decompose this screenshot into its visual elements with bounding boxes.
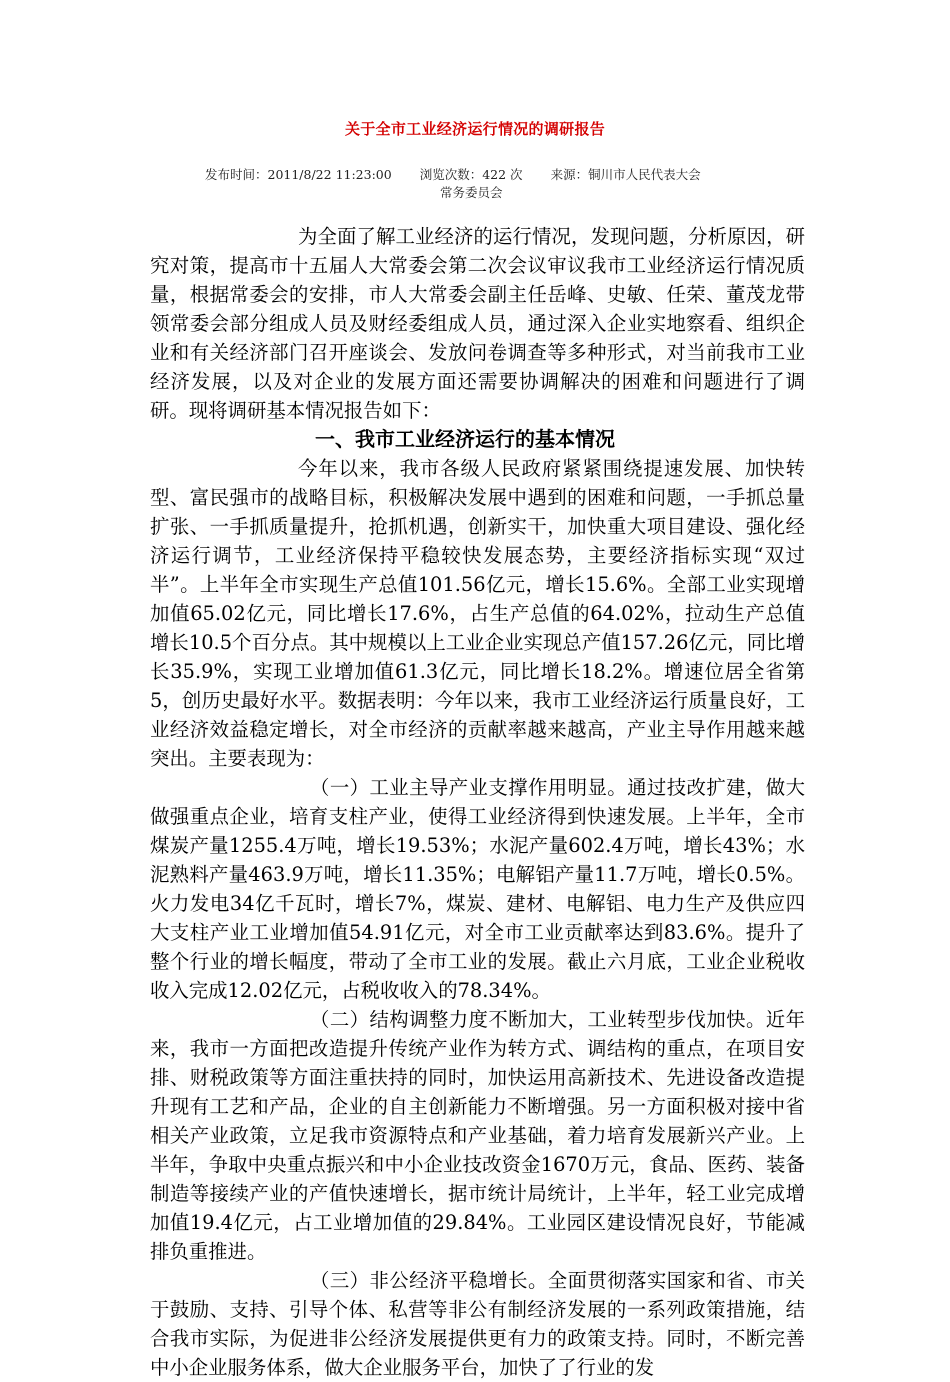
section-heading: 一、我市工业经济运行的基本情况 [315,427,615,451]
source: 来源：铜川市人民代表大会 [550,167,701,182]
article-meta [205,166,765,202]
view-count: 浏览次数：422 次 [419,167,523,182]
paragraph-structure-adjustment: （二）结构调整力度不断加大，工业转型步伐加快。近年来，我市一方面把改造提升传统产业作为转方式、调结构的重点，在项目安排、财税政策等方面注重扶持的同时，加快运用高新技术、先进设备改造提升现有工艺和产品，企业的自主创新能力不断增强。另一方面积极对接中省相关产业政策，立足我市资源特点和产业基础，着力培育发展新兴产业。上半年，争取中央重点振兴和中小企业技改资金1670万元，食品、医药、装备制造等接续产业的产值快速增长，据市统计局统计，上半年，轻工业完成增加值19.4亿元，占工业增加值的29.84%。工业园区建设情况良好，节能减排负重推进。 [150,1008,805,1263]
paragraph-overview: 今年以来，我市各级人民政府紧紧围绕提速发展、加快转型、富民强市的战略目标，积极解决发展中遇到的困难和问题，一手抓总量扩张、一手抓质量提升，抢抓机遇，创新实干，加快重大项目建设、强化经济运行调节，工业经济保持平稳较快发展态势，主要经济指标实现“双过半”。上半年全市实现生产总值101.56亿元，增长15.6%。全部工业实现增加值65.02亿元，同比增长17.6%，占生产总值的64.02%，拉动生产总值增长10.5个百分点。其中规模以上工业企业实现总产值157.26亿元，同比增长35.9%，实现工业增加值61.3亿元，同比增长18.2%。增速位居全省第5，创历史最好水平。数据表明：今年以来，我市工业经济运行质量良好，工业经济效益稳定增长，对全市经济的贡献率越来越高，产业主导作用越来越突出。主要表现为： [150,457,805,770]
article-body [150,222,805,1382]
paragraph-industry-support: （一）工业主导产业支撑作用明显。通过技改扩建，做大做强重点企业，培育支柱产业，使得工业经济得到快速发展。上半年，全市煤炭产量1255.4万吨，增长19.53%；水泥产量602.4万吨，增长43%；水泥熟料产量463.9万吨，增长11.35%；电解铝产量11.7万吨，增长0.5%。火力发电34亿千瓦时，增长7%，煤炭、建材、电解铝、电力生产及供应四大支柱产业工业增加值54.91亿元，对全市工业贡献率达到83.6%。提升了整个行业的增长幅度，带动了全市工业的发展。截止六月底，工业企业税收收入完成12.02亿元，占税收收入的78.34%。 [150,776,805,1002]
source-continued: 常务委员会 [440,185,503,200]
paragraph-non-public-economy: （三）非公经济平稳增长。全面贯彻落实国家和省、市关于鼓励、支持、引导个体、私营等非公有制经济发展的一系列政策措施，结合我市实际，为促进非公经济发展提供更有力的政策支持。同时，不断完善中小企业服务体系，做大企业服务平台，加快了了行业的发 [150,1269,805,1379]
article-title: 关于全市工业经济运行情况的调研报告 [344,120,606,138]
intro-paragraph: 为全面了解工业经济的运行情况，发现问题，分析原因，研究对策，提高市十五届人大常委会第二次会议审议我市工业经济运行情况质量，根据常委会的安排，市人大常委会副主任岳峰、史敏、任荣、董茂龙带领常委会部分组成人员及财经委组成人员，通过深入企业实地察看、组织企业和有关经济部门召开座谈会、发放问卷调查等多种形式，对当前我市工业经济发展，以及对企业的发展方面还需要协调解决的困难和问题进行了调研。现将调研基本情况报告如下： [150,225,805,422]
publish-time: 发布时间：2011/8/22 11:23:00 [205,167,392,182]
